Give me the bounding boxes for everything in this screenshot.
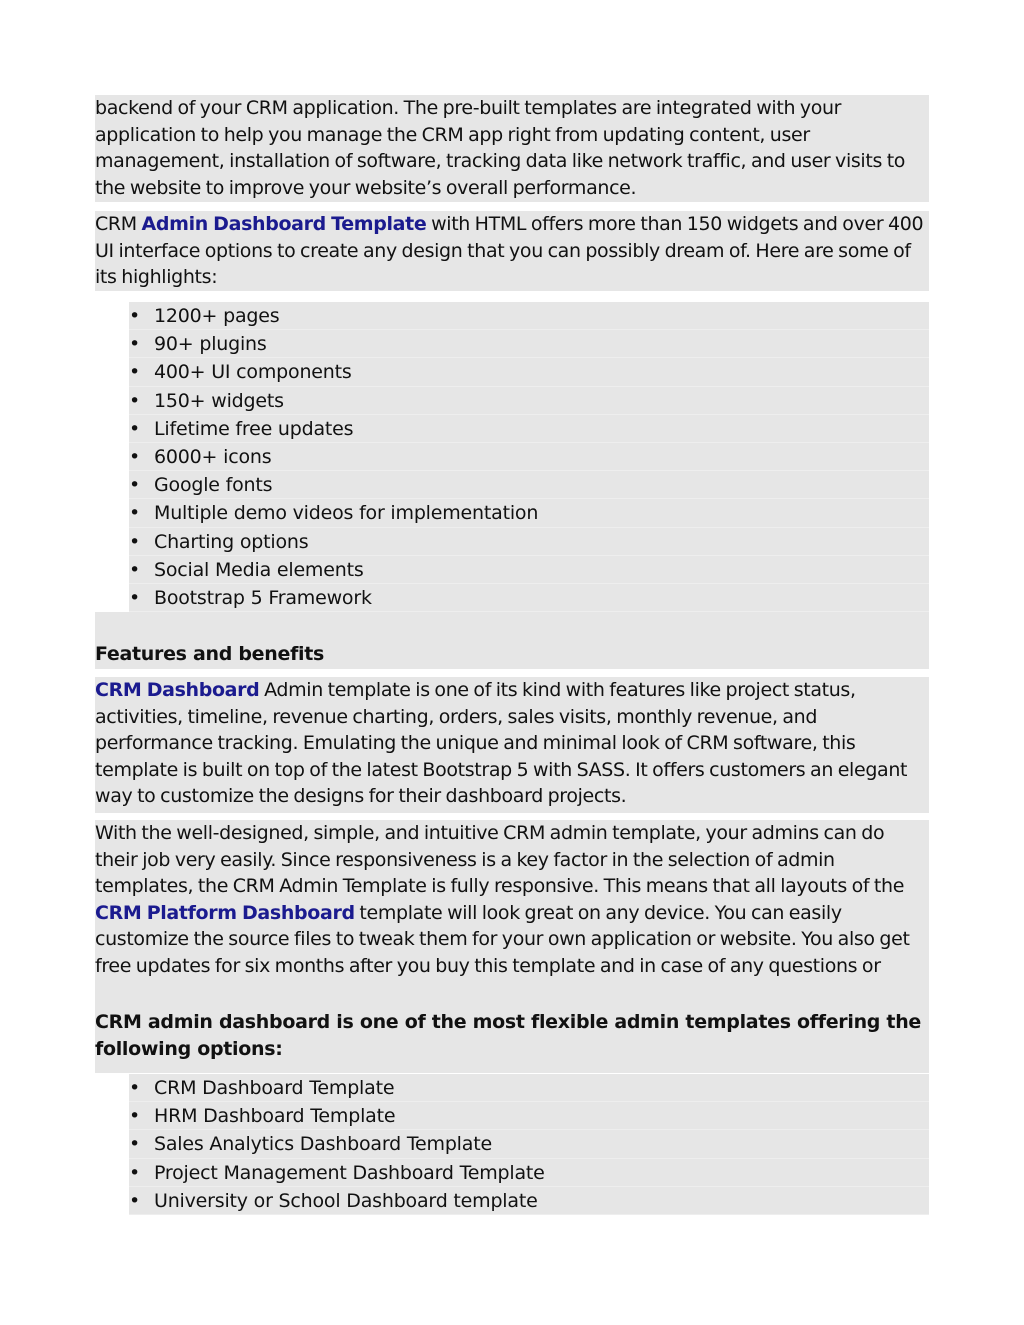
bullet-icon: • — [129, 445, 141, 468]
option-item — [129, 1187, 929, 1215]
section-spacer — [95, 612, 929, 642]
highlights-list — [129, 302, 929, 612]
bullet-icon: • — [129, 1161, 141, 1184]
highlight-item-label: Charting options — [154, 530, 309, 553]
highlight-item-label: Multiple demo videos for implementation — [154, 502, 539, 525]
highlight-item-label: Social Media elements — [154, 558, 364, 581]
bullet-icon: • — [129, 305, 141, 327]
bullet-icon: • — [129, 1105, 141, 1128]
crm-dashboard-link[interactable]: CRM Dashboard — [95, 679, 260, 701]
highlight-item — [129, 387, 929, 415]
highlight-item-label: Lifetime free updates — [154, 417, 354, 440]
highlight-item-label: Google fonts — [154, 474, 273, 497]
crm-platform-dashboard-link[interactable]: CRM Platform Dashboard — [95, 901, 355, 924]
option-item — [129, 1102, 929, 1130]
features-paragraph-2-prefix: With the well-designed, simple, and intuitive CRM admin template, your admins can do their job very easily. Since responsiveness is a key factor in the selection of admin templates, the CRM Admin Template is fully responsive. This means that all layouts of the — [95, 822, 905, 897]
bullet-icon: • — [129, 1077, 141, 1099]
bullet-icon: • — [129, 502, 141, 525]
bullet-icon: • — [129, 1189, 141, 1212]
highlight-item-label: 90+ plugins — [154, 333, 267, 356]
bullet-icon: • — [129, 361, 141, 384]
bullet-icon: • — [129, 389, 141, 412]
bullet-icon: • — [129, 558, 141, 581]
option-item-label: University or School Dashboard template — [154, 1189, 538, 1212]
highlight-item-label: 6000+ icons — [154, 445, 272, 468]
highlight-item-label: Bootstrap 5 Framework — [154, 586, 372, 609]
intro-paragraph-1 — [95, 95, 929, 202]
option-item — [129, 1130, 929, 1158]
option-item-label: Project Management Dashboard Template — [154, 1161, 545, 1184]
features-heading-text: Features and benefits — [95, 643, 325, 665]
intro-suffix: with HTML offers more than 150 widgets and over 400 UI interface options to create any design that you can possibly dream of. Here are some of its highlights: — [95, 213, 924, 288]
option-item-label: HRM Dashboard Template — [154, 1105, 396, 1128]
options-heading — [95, 1009, 929, 1073]
features-paragraph-2-suffix: template will look great on any device. You can easily customize the source files to tweak them for your own application or website. You also get free updates for six months after you buy this template and in case of any questions or — [95, 901, 910, 977]
option-item-label: CRM Dashboard Template — [154, 1077, 395, 1099]
highlight-item — [129, 584, 929, 612]
features-paragraph-1-text: Admin template is one of its kind with features like project status, activities, timeline, revenue charting, orders, sales visits, monthly revenue, and performance tracking. Emulating the unique and minimal look of CRM software, this template is built on top of the latest Bootstrap 5 with SASS. It offers customers an elegant way to customize the designs for their dashboard projects. — [95, 679, 908, 807]
admin-dashboard-template-link[interactable]: Admin Dashboard Template — [141, 213, 427, 235]
intro-paragraph-2 — [95, 211, 929, 291]
highlight-item — [129, 415, 929, 443]
bullet-icon: • — [129, 474, 141, 497]
features-paragraph-2 — [95, 820, 929, 982]
highlight-item — [129, 358, 929, 386]
highlight-item — [129, 471, 929, 499]
highlight-item-label: 400+ UI components — [154, 361, 352, 384]
bullet-icon: • — [129, 1133, 141, 1156]
highlight-item — [129, 302, 929, 330]
highlight-item-label: 150+ widgets — [154, 389, 284, 412]
bullet-icon: • — [129, 530, 141, 553]
features-paragraph-1 — [95, 677, 929, 813]
features-heading — [95, 641, 929, 669]
intro-paragraph-1-text: backend of your CRM application. The pre-built templates are integrated with your application to help you manage the CRM app right from updating content, user management, installation of software, tracking data like network traffic, and user visits to the website to improve your website’s overall performance. — [95, 97, 906, 199]
highlight-item — [129, 528, 929, 556]
bullet-icon: • — [129, 586, 141, 609]
option-item-label: Sales Analytics Dashboard Template — [154, 1133, 492, 1156]
highlight-item — [129, 443, 929, 471]
highlight-item — [129, 330, 929, 358]
section-spacer-2 — [95, 982, 929, 1010]
highlight-item — [129, 499, 929, 527]
highlight-item — [129, 556, 929, 584]
option-item — [129, 1159, 929, 1187]
bullet-icon: • — [129, 417, 141, 440]
intro-prefix: CRM — [95, 213, 142, 235]
highlight-item-label: 1200+ pages — [154, 305, 280, 327]
options-heading-text: CRM admin dashboard is one of the most flexible admin templates offering the following options: — [95, 1011, 922, 1060]
bullet-icon: • — [129, 333, 141, 356]
options-list — [129, 1074, 929, 1215]
option-item — [129, 1074, 929, 1102]
